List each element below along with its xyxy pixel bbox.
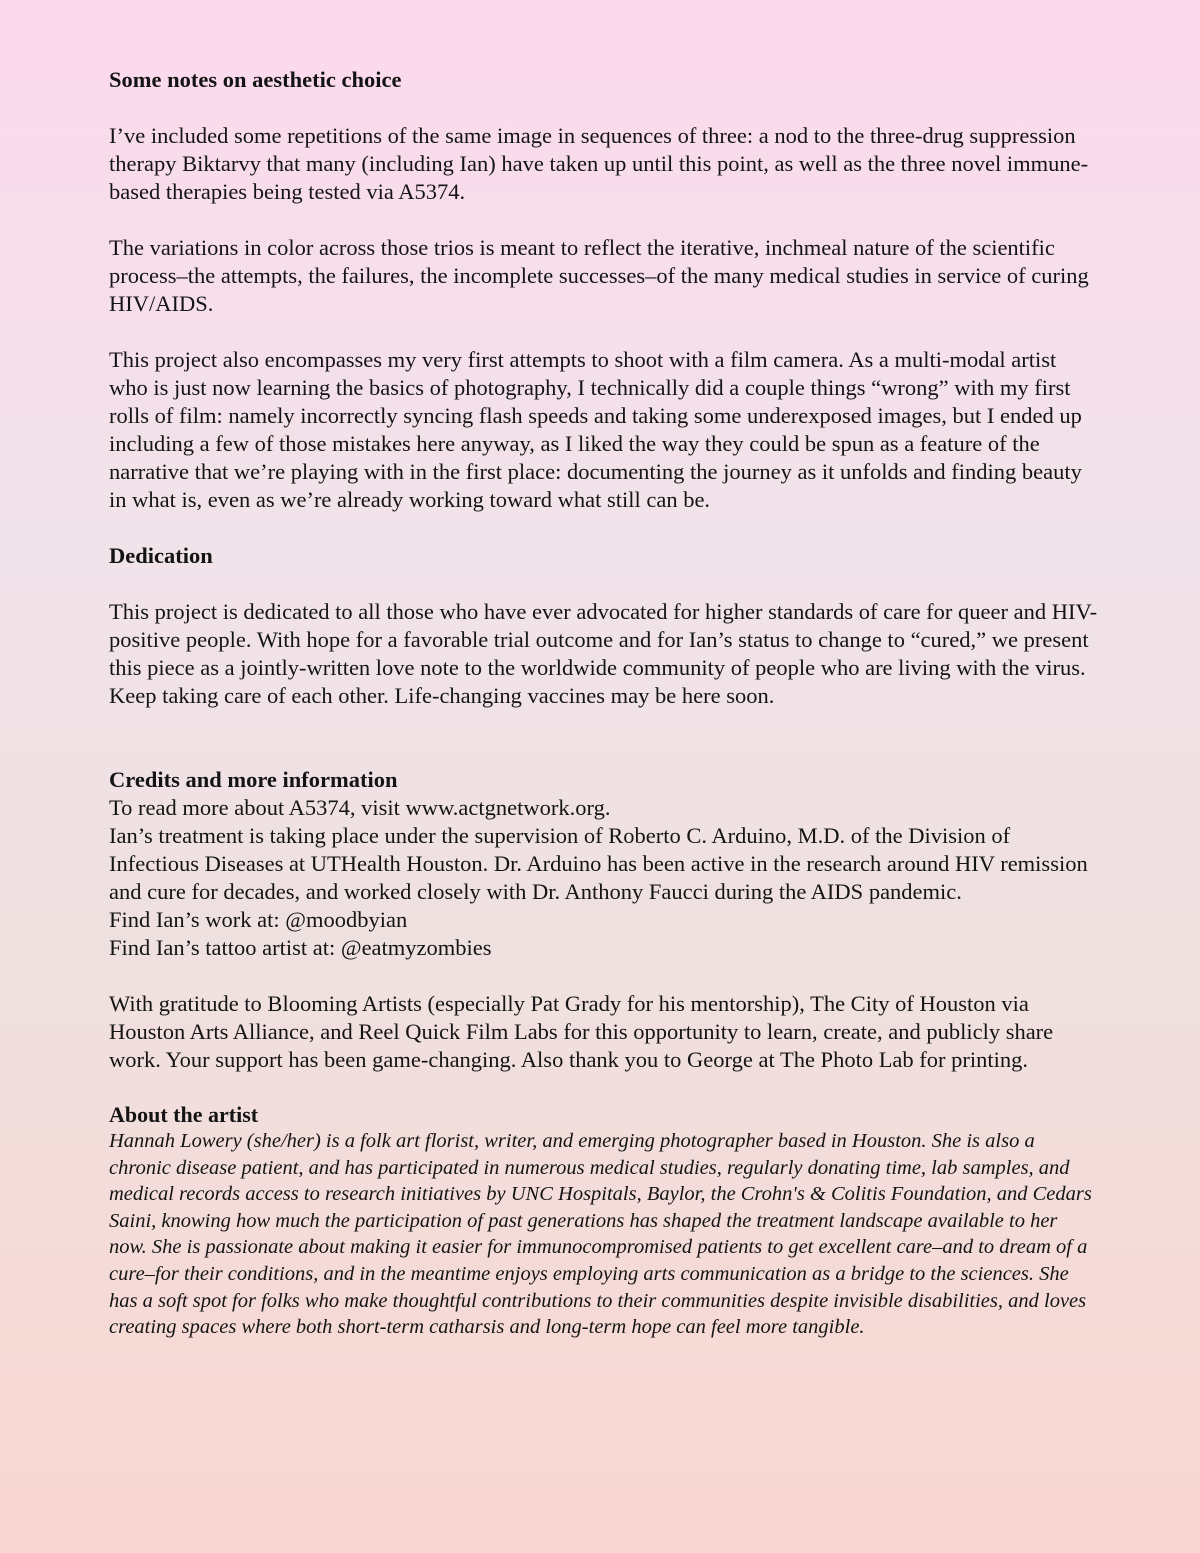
credits-gratitude: With gratitude to Blooming Artists (especially Pat Grady for his mentorship), The City of Houston via Houston Arts Alliance, and Reel Quick Film Labs for this opportunity to learn, create, and publicly share work. Your support has been game-changing. Also thank you to George at The Photo Lab for printing. <box>109 991 1054 1072</box>
aesthetic-heading: Some notes on aesthetic choice <box>109 67 402 92</box>
about-section <box>109 1102 1099 1341</box>
about-heading: About the artist <box>109 1102 259 1127</box>
credits-find-tattoo: Find Ian’s tattoo artist at: @eatmyzombies <box>109 935 492 960</box>
dedication-section <box>109 542 1099 710</box>
credits-find-work: Find Ian’s work at: @moodbyian <box>109 907 408 932</box>
aesthetic-section <box>109 66 1099 514</box>
credits-treatment: Ian’s treatment is taking place under the supervision of Roberto C. Arduino, M.D. of the Division of Infectious Diseases at UTHealth Houston. Dr. Arduino has been active in the research around HIV remission and cure for decades, and worked closely with Dr. Anthony Faucci during the AIDS pandemic. <box>109 823 1088 904</box>
dedication-paragraph: This project is dedicated to all those who have ever advocated for higher standards of care for queer and HIV-positive people. With hope for a favorable trial outcome and for Ian’s status to change to “cured,” we present this piece as a jointly-written love note to the worldwide community of people who are living with the virus. Keep taking care of each other. Life-changing vaccines may be here soon. <box>109 599 1098 708</box>
credits-section <box>109 766 1099 1074</box>
dedication-heading: Dedication <box>109 543 213 568</box>
about-bio: Hannah Lowery (she/her) is a folk art florist, writer, and emerging photographer based in Houston. She is also a chronic disease patient, and has participated in numerous medical studies, regularly donating time, lab samples, and medical records access to research initiatives by UNC Hospitals, Baylor, the Crohn's & Colitis Foundation, and Cedars Saini, knowing how much the participation of past generations has shaped the treatment landscape available to her now. She is passionate about making it easier for immunocompromised patients to get excellent care–and to dream of a cure–for their conditions, and in the meantime enjoys employing arts communication as a bridge to the sciences. She has a soft spot for folks who make thoughtful contributions to their communities despite invisible disabilities, and loves creating spaces where both short-term catharsis and long-term hope can feel more tangible. <box>109 1130 1092 1339</box>
credits-heading: Credits and more information <box>109 767 398 792</box>
aesthetic-paragraph-3: This project also encompasses my very first attempts to shoot with a film camera. As a multi-modal artist who is just now learning the basics of photography, I technically did a couple things “wrong” with my first rolls of film: namely incorrectly syncing flash speeds and taking some underexposed images, but I ended up including a few of those mistakes here anyway, as I liked the way they could be spun as a feature of the narrative that we’re playing with in the first place: documenting the journey as it unfolds and finding beauty in what is, even as we’re already working toward what still can be. <box>109 347 1082 512</box>
document-page <box>109 66 1099 1341</box>
credits-read-more: To read more about A5374, visit www.actgnetwork.org. <box>109 795 611 820</box>
aesthetic-paragraph-1: I’ve included some repetitions of the same image in sequences of three: a nod to the three-drug suppression therapy Biktarvy that many (including Ian) have taken up until this point, as well as the three novel immune-based therapies being tested via A5374. <box>109 123 1089 204</box>
aesthetic-paragraph-2: The variations in color across those trios is meant to reflect the iterative, inchmeal nature of the scientific process–the attempts, the failures, the incomplete successes–of the many medical studies in service of curing HIV/AIDS. <box>109 235 1089 316</box>
